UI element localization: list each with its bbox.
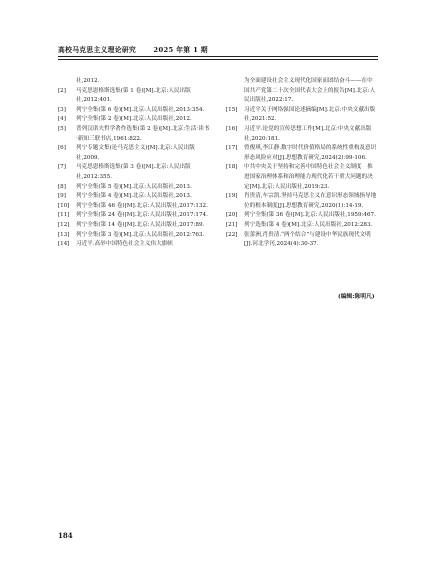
reference-number: [12] [58, 221, 70, 228]
reference-text: 肖贵清,车宗凯.坚持马克思主义在意识形态领域指导地位的根本制度[J].思想教育研究,2020(1):14-19. [244, 193, 377, 209]
reference-item [58, 211, 210, 221]
reference-text: 列宁专题文集(论马克思主义)[M].北京:人民出版社,2009. [76, 145, 195, 161]
reference-number: [18] [226, 164, 238, 171]
reference-item [226, 125, 378, 144]
reference-number: [8] [58, 183, 66, 190]
reference-number: [10] [58, 202, 70, 209]
reference-item [58, 221, 210, 231]
reference-item [58, 115, 210, 125]
reference-item [58, 231, 210, 241]
reference-text: 列宁全集(第 6 卷)[M].北京:人民出版社,2013:354. [76, 106, 205, 113]
reference-number: [5] [58, 125, 66, 132]
reference-item [58, 87, 210, 106]
reference-item [226, 231, 378, 250]
reference-text: 习近平.论党的宣传思想工作[M].北京:中央文献出版社,2020:181. [244, 125, 372, 142]
reference-number: [9] [58, 193, 66, 200]
reference-item [226, 211, 378, 221]
reference-number: [6] [58, 145, 66, 152]
reference-text: 普列汉诺夫哲学著作选集(第 2 卷)[M].北京:生活·读书·新知三联书店,1961:822. [76, 125, 210, 142]
reference-number: [22] [226, 231, 238, 238]
header-rule-thin [58, 59, 378, 60]
reference-text: 列宁选集(第 4 卷)[M].北京:人民出版社,2012:283. [244, 221, 373, 228]
reference-text: 马克思恩格斯选集(第 3 卷)[M].北京:人民出版社,2012:355. [76, 164, 191, 180]
reference-item [226, 106, 378, 125]
left-reference-column [58, 77, 210, 250]
reference-number: [4] [58, 116, 66, 123]
reference-number: [11] [58, 212, 70, 219]
left-reference-list [58, 87, 210, 250]
reference-item [58, 202, 210, 212]
reference-item [58, 125, 210, 144]
reference-number: [20] [226, 212, 238, 219]
reference-text: 列宁全集(第 4 卷)[M].北京:人民出版社,2013. [76, 193, 192, 200]
reference-item [226, 192, 378, 211]
reference-text: 列宁全集(第 36 卷)[M].北京:人民出版社,1959:467. [244, 212, 376, 219]
reference-text: 张蕾洲,肖贵清.“两个结合”与建设中华民族现代文明[J].河北学刊,2024(4):30-37. [244, 231, 371, 248]
reference-text: 中共中央关于坚持和完善中国特色社会主义制度 推进国家治理体系和治理能力现代化若干重大问题的决定[M].北京:人民出版社,2019:23. [244, 164, 373, 190]
reference-text: 习近平关于网络强国论述摘编[M].北京:中央文献出版社,2021:52. [244, 106, 376, 123]
reference-continuation: 社,2012. [76, 78, 100, 84]
reference-item [58, 240, 210, 250]
reference-item [226, 163, 378, 192]
header-rule-thick [58, 56, 378, 57]
journal-name: 高校马克思主义理论研究 [58, 46, 137, 54]
reference-text: 列宁全集(第 14 卷)[M].北京:人民出版社,2017:89. [76, 221, 205, 228]
reference-number: [19] [226, 193, 238, 200]
reference-number: [14] [58, 241, 70, 248]
reference-number: [13] [58, 231, 70, 238]
reference-item [58, 192, 210, 202]
reference-item [58, 144, 210, 163]
reference-text: 马克思恩格斯选集(第 1 卷)[M].北京:人民出版社,2012:401. [76, 87, 191, 104]
right-reference-column [226, 77, 378, 250]
reference-number: [16] [226, 125, 238, 132]
reference-number: [7] [58, 164, 66, 171]
reference-continuation: 为全面建设社会主义现代化国家而团结奋斗——在中国共产党第二十次全国代表大会上的报告[M].北京:人民出版社,2022:17. [244, 78, 376, 104]
editor-note: (编辑:陈明凡) [338, 294, 375, 300]
reference-text: 列宁全集(第 46 卷)[M].北京:人民出版社,2017:132. [76, 202, 208, 209]
reference-number: [15] [226, 106, 238, 113]
running-header [58, 44, 378, 54]
right-reference-list [226, 106, 378, 250]
issue-label: 2025 年第 1 期 [153, 46, 208, 54]
reference-text: 列宁全集(第 24 卷)[M].北京:人民出版社,2017:174. [76, 212, 208, 219]
reference-item [58, 163, 210, 182]
reference-number: [2] [58, 87, 66, 94]
reference-text: 列宁全集(第 2 卷)[M].北京:人民出版社,2012. [76, 116, 192, 123]
reference-item [58, 183, 210, 193]
reference-text: 曾俊琪,李江静.数字时代价值格局的系统性重构及意识形态风险应对[J].思想教育研究,2024(2):99-106. [244, 145, 377, 161]
reference-number: [21] [226, 221, 238, 228]
reference-text: 列宁全集(第 5 卷)[M].北京:人民出版社,2013. [76, 183, 192, 190]
reference-item [226, 221, 378, 231]
reference-text: 列宁全集(第 3 卷)[M].北京:人民出版社,2012:763. [76, 231, 205, 238]
reference-number: [3] [58, 106, 66, 113]
page-number: 184 [58, 531, 73, 540]
reference-item [58, 106, 210, 116]
reference-text: 习近平.高举中国特色社会主义伟大旗帜 [76, 241, 173, 248]
reference-number: [17] [226, 145, 238, 152]
reference-item [226, 144, 378, 163]
